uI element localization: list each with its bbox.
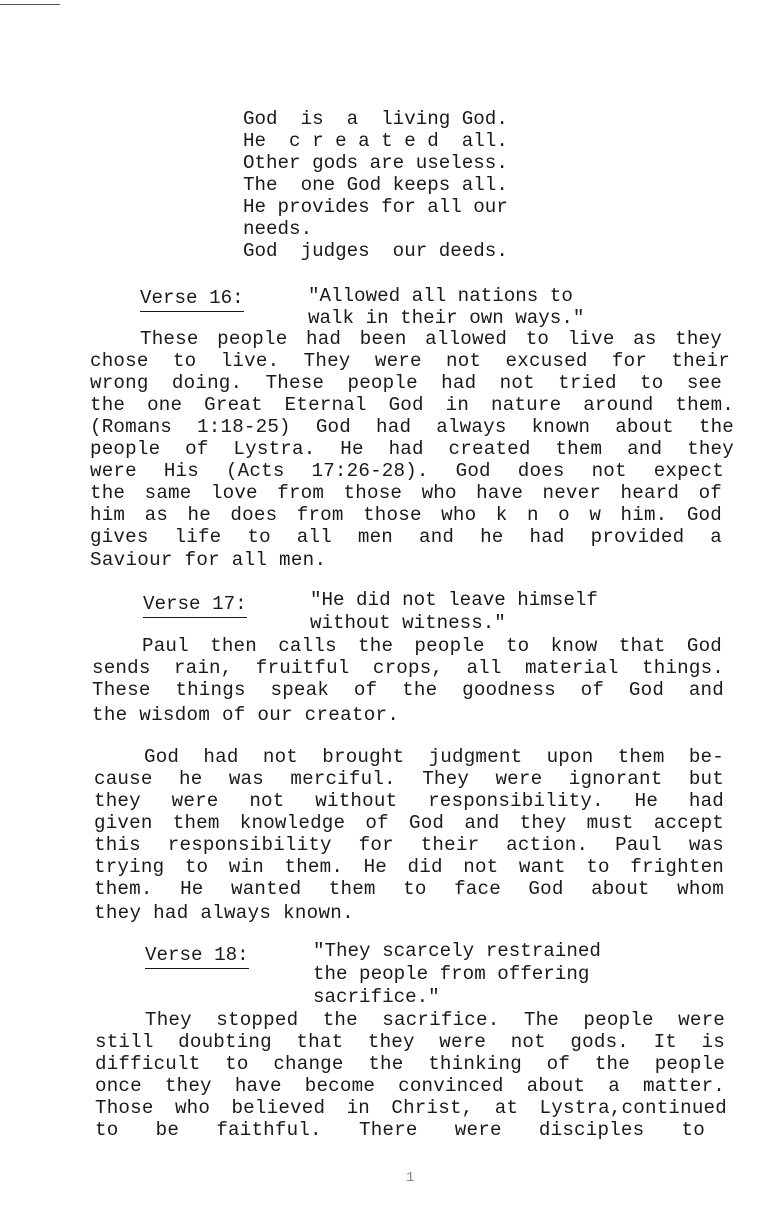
verse-16-label: Verse 16: (140, 287, 244, 312)
verse-16-line-10: gives life to all men and he had provided a (90, 526, 722, 548)
verse-17-quote-line-1: "He did not leave himself (310, 589, 598, 611)
poem-line-6: needs. (243, 218, 313, 240)
verse-16-line-11: Saviour for all men. (90, 549, 327, 571)
poem-line-7: God judges our deeds. (243, 240, 508, 262)
verse-17-para2-line-8: they had always known. (94, 902, 354, 924)
verse-17-line-3: These things speak of the goodness of God and (92, 679, 724, 701)
verse-16-line-2: chose to live. They were not excused for their (90, 350, 730, 372)
verse-16-quote-line-1: "Allowed all nations to (308, 285, 573, 307)
verse-17-para2-line-4: given them knowledge of God and they must accept (94, 812, 724, 834)
verse-17-para2-line-5: this responsibility for their action. Paul was (94, 834, 724, 856)
verse-16-line-5: (Romans 1:18-25) God had always known about the (90, 416, 734, 438)
poem-line-4: The one God keeps all. (243, 174, 508, 196)
poem-line-3: Other gods are useless. (243, 152, 508, 174)
verse-17-para2-line-6: trying to win them. He did not want to frighten (94, 856, 724, 878)
verse-17-heading (143, 593, 247, 615)
verse-18-line-4: once they have become convinced about a matter. (95, 1075, 725, 1097)
verse-18-heading (145, 944, 249, 966)
poem-line-1: God is a living God. (243, 108, 508, 130)
verse-16-heading (140, 287, 244, 309)
verse-16-line-9: him as he does from those who k n o w him. God (90, 504, 722, 526)
page-number: 1 (406, 1170, 415, 1186)
verse-17-line-2: sends rain, fruitful crops, all material things. (92, 657, 724, 679)
verse-18-line-5: Those who believed in Christ, at Lystra,continued (95, 1097, 727, 1119)
verse-16-line-1: These people had been allowed to live as they (140, 328, 722, 350)
poem-line-2: He c r e a t e d all. (243, 130, 508, 152)
verse-16-quote-line-2: walk in their own ways." (308, 307, 585, 329)
verse-16-line-4: the one Great Eternal God in nature around them. (90, 394, 734, 416)
verse-18-quote-line-1: "They scarcely restrained (313, 940, 601, 962)
verse-18-quote-line-2: the people from offering (313, 963, 590, 985)
verse-16-line-6: people of Lystra. He had created them and they (90, 438, 734, 460)
verse-16-line-3: wrong doing. These people had not tried to see (90, 372, 722, 394)
verse-18-quote-line-3: sacrifice." (313, 986, 440, 1008)
verse-18-label: Verse 18: (145, 944, 249, 969)
verse-17-label: Verse 17: (143, 593, 247, 618)
verse-18-line-6: to be faithful. There were disciples to (95, 1119, 705, 1141)
verse-17-line-4: the wisdom of our creator. (92, 704, 400, 726)
verse-17-para2-line-1: God had not brought judgment upon them be- (144, 746, 724, 768)
verse-17-quote-line-2: without witness." (310, 612, 506, 634)
verse-17-line-1: Paul then calls the people to know that God (142, 635, 722, 657)
verse-16-line-7: were His (Acts 17:26-28). God does not expect (90, 460, 724, 482)
verse-17-para2-line-3: they were not without responsibility. He had (94, 790, 724, 812)
verse-17-para2-line-2: cause he was merciful. They were ignorant but (94, 768, 724, 790)
verse-18-line-2: still doubting that they were not gods. It is (95, 1031, 725, 1053)
poem-line-5: He provides for all our (243, 196, 508, 218)
top-rule (0, 4, 60, 5)
verse-16-line-8: the same love from those who have never heard of (90, 482, 722, 504)
verse-18-line-1: They stopped the sacrifice. The people were (145, 1009, 725, 1031)
verse-17-para2-line-7: them. He wanted them to face God about whom (94, 878, 724, 900)
verse-18-line-3: difficult to change the thinking of the people (95, 1053, 725, 1075)
